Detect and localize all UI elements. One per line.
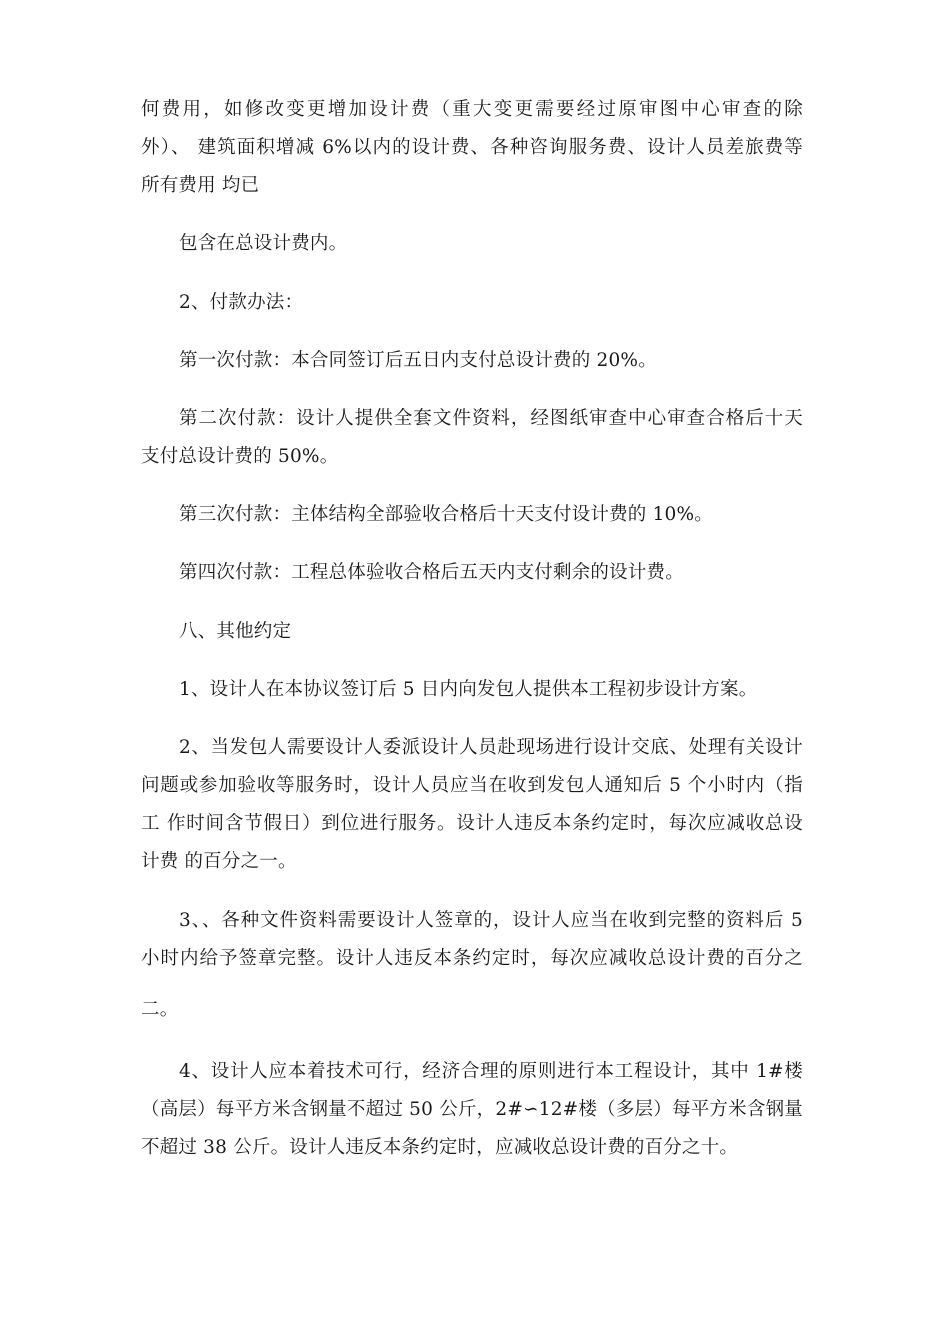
text-line: 不超过 38 公斤。设计人违反本条约定时，应减收总设计费的百分之十。	[141, 1137, 739, 1158]
text-line: 工 作时间含节假日）到位进行服务。设计人违反本条约定时，每次应减收总设	[141, 813, 803, 834]
text-line: 3、、各种文件资料需要设计人签章的，设计人应当在收到完整的资料后 5	[179, 910, 803, 931]
text-line: 外）、 建筑面积增减 6%以内的设计费、各种咨询服务费、设计人员差旅费等	[141, 137, 803, 158]
section-heading: 八、其他约定	[179, 621, 292, 642]
text-line: 4、设计人应本着技术可行，经济合理的原则进行本工程设计，其中 1#楼	[179, 1061, 803, 1082]
text-line: 包含在总设计费内。	[179, 233, 348, 254]
text-line: 支付总设计费的 50%。	[141, 446, 339, 467]
section-heading: 2、付款办法：	[179, 292, 304, 313]
text-line: 小时内给予签章完整。设计人违反本条约定时，每次应减收总设计费的百分之	[141, 948, 803, 969]
text-line: 1、设计人在本协议签订后 5 日内向发包人提供本工程初步设计方案。	[179, 679, 758, 700]
text-line: （高层）每平方米含钢量不超过 50 公斤，2#∽12#楼（多层）每平方米含钢量	[141, 1099, 803, 1120]
text-line: 二。	[141, 999, 179, 1020]
text-line: 何费用，如修改变更增加设计费（重大变更需要经过原审图中心审查的除	[141, 99, 803, 120]
text-line: 问题或参加验收等服务时，设计人员应当在收到发包人通知后 5 个小时内（指	[141, 775, 803, 796]
text-line: 第四次付款：工程总体验收合格后五天内支付剩余的设计费。	[179, 562, 684, 583]
text-line: 第二次付款：设计人提供全套文件资料，经图纸审查中心审查合格后十天	[179, 408, 803, 429]
text-line: 第一次付款：本合同签订后五日内支付总设计费的 20%。	[179, 350, 657, 371]
text-line: 计费 的百分之一。	[141, 851, 297, 872]
text-line: 2、当发包人需要设计人委派设计人员赴现场进行设计交底、处理有关设计	[179, 737, 803, 758]
text-line: 所有费用 均已	[141, 175, 260, 196]
text-line: 第三次付款：主体结构全部验收合格后十天支付设计费的 10%。	[179, 504, 714, 525]
